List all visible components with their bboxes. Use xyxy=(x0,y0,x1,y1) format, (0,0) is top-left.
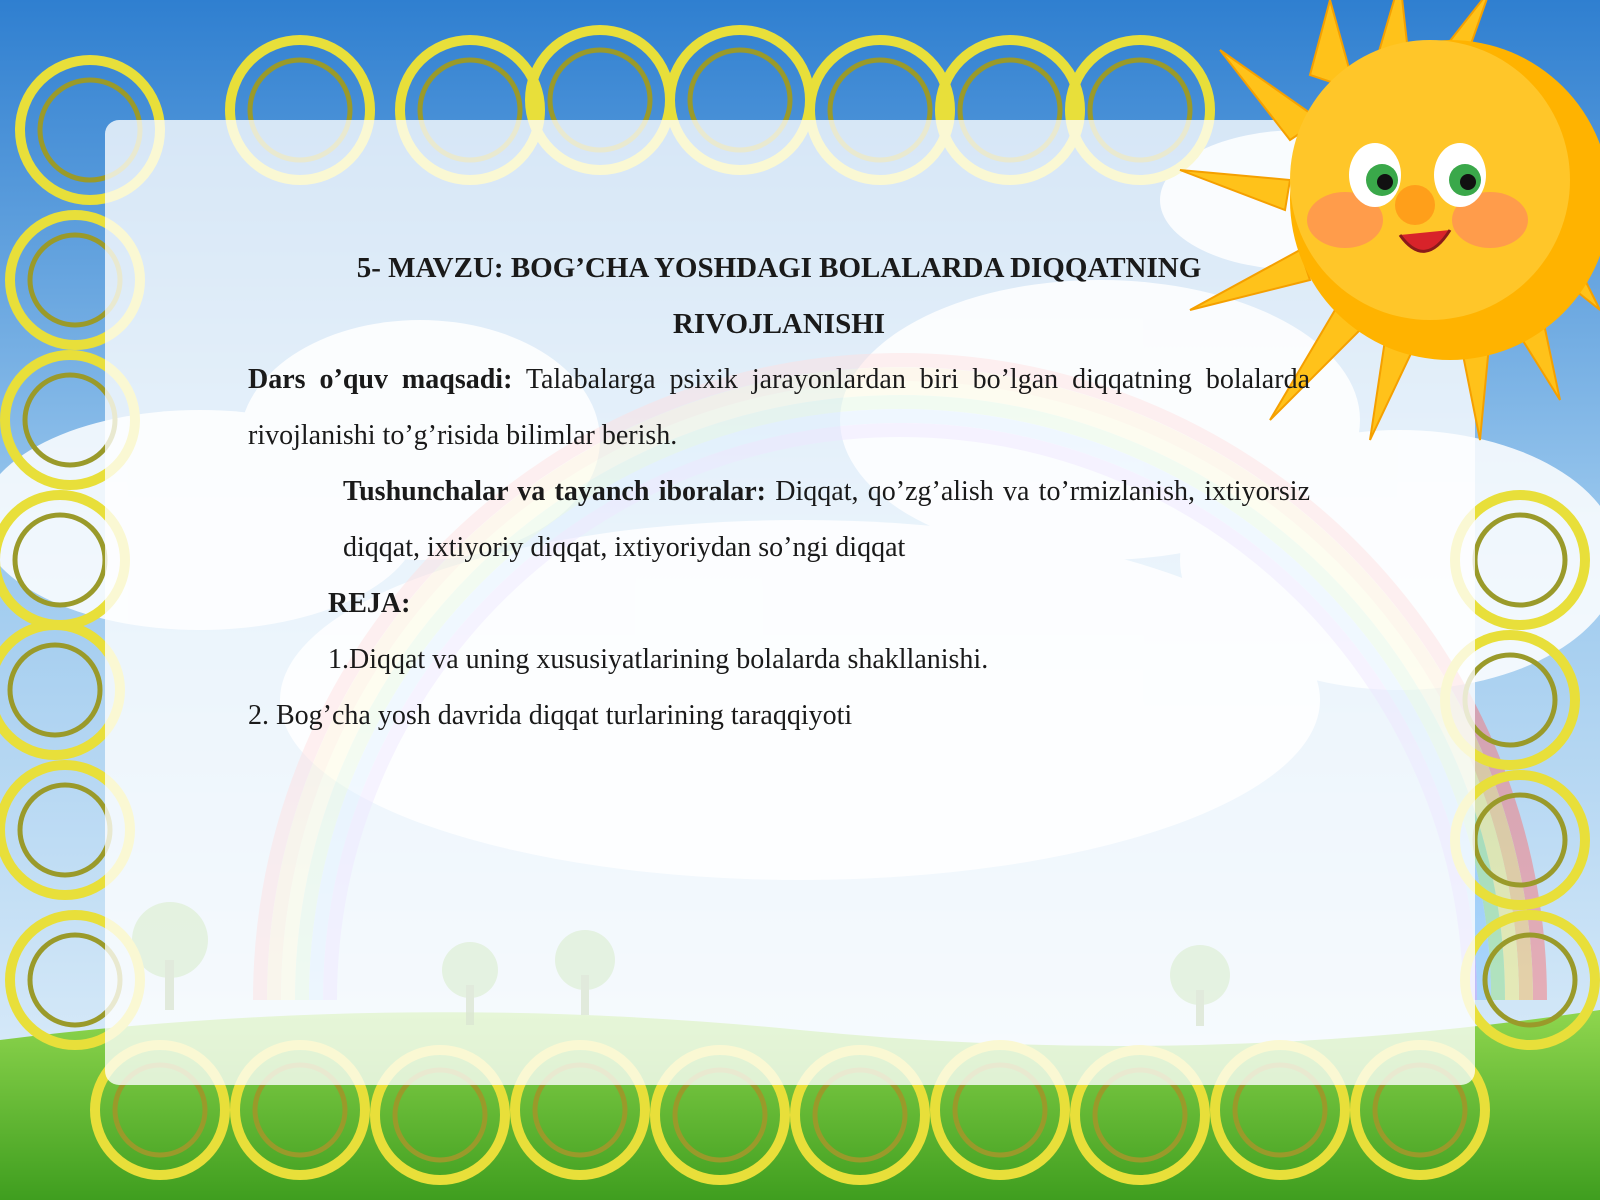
concepts-text: Diqqat, qo’zg’alish va to’rmizlanish, ixtiyorsiz diqqat, ixtiyoriy diqqat, ixtiyoriydan so’ngi diqqat xyxy=(343,476,1311,563)
concepts-paragraph xyxy=(248,464,1310,576)
objective-paragraph xyxy=(248,352,1310,464)
objective-label: Dars o’quv maqsadi: xyxy=(248,364,513,395)
title-line-2: RIVOJLANISHI xyxy=(672,308,886,340)
slide-text xyxy=(248,240,1310,744)
plan-label: REJA: xyxy=(328,588,411,619)
title-line-1: 5- MAVZU: BOG’CHA YOSHDAGI BOLALARDA DIQQATNING xyxy=(356,252,1202,284)
plan-item-2: 2. Bog’cha yosh davrida diqqat turlarining taraqqiyoti xyxy=(248,700,853,731)
concepts-label: Tushunchalar va tayanch iboralar: xyxy=(343,476,767,507)
objective-text: Talabalarga psixik jarayonlardan biri bo’lgan diqqatning bolalarda rivojlanishi to’g’risida bilimlar berish. xyxy=(248,364,1310,451)
plan-item-1: 1.Diqqat va uning xususiyatlarining bolalarda shakllanishi. xyxy=(328,644,989,675)
